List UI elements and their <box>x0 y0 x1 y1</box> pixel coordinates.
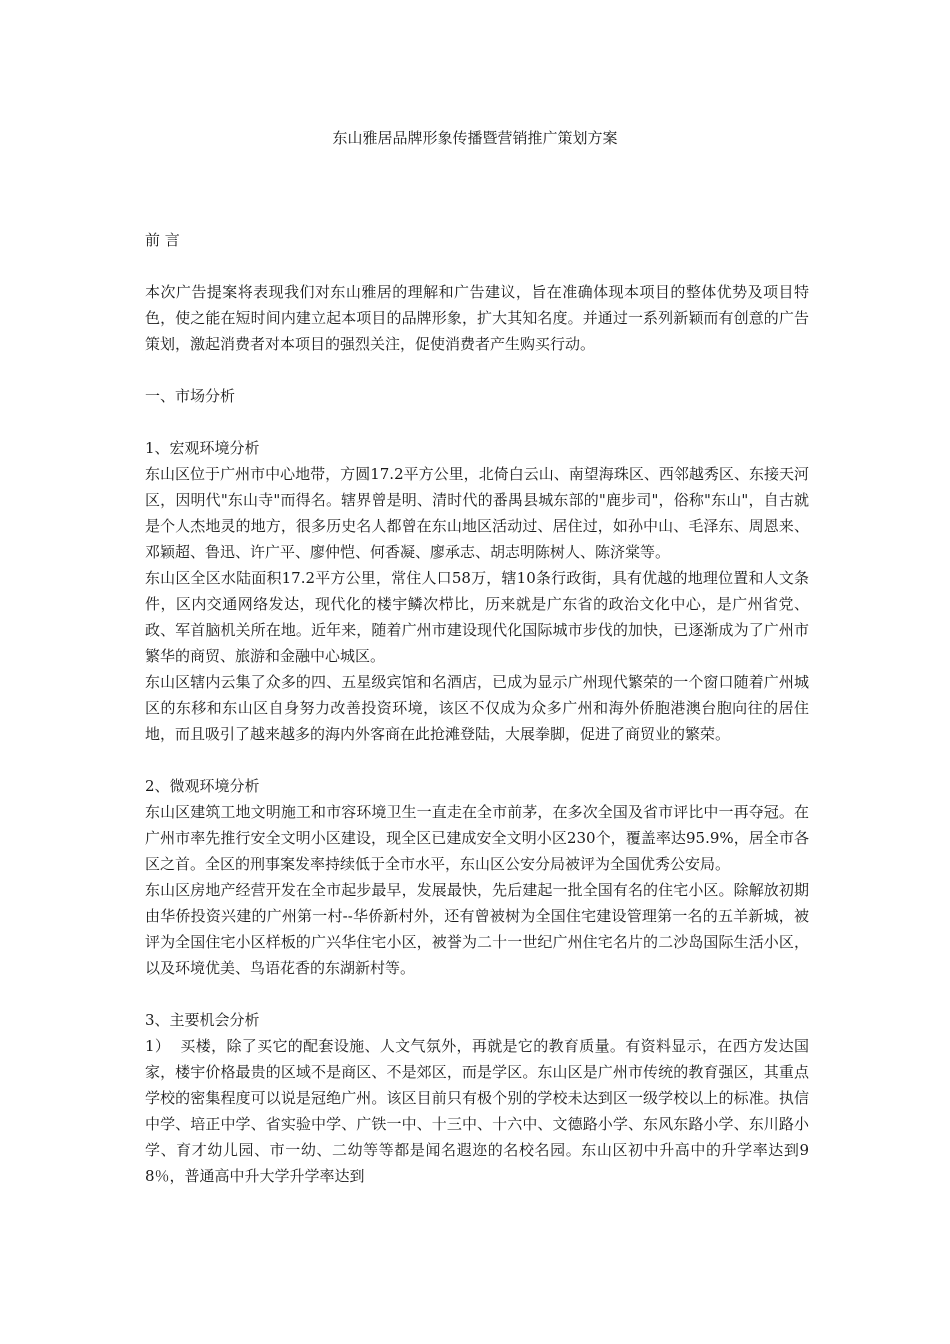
document-title: 东山雅居品牌形象传播暨营销推广策划方案 <box>332 129 618 147</box>
paragraph: 东山区位于广州市中心地带，方圆17.2平方公里，北倚白云山、南望海珠区、西邻越秀区、东接天河区，因明代"东山寺"而得名。辖界曾是明、清时代的番禺县城东部的"鹿步司"，俗称"东山"，自古就是个人杰地灵的地方，很多历史名人都曾在东山地区活动过、居住过，如孙中山、毛泽东、周恩来、邓颖超、鲁迅、许广平、廖仲恺、何香凝、廖承志、胡志明陈树人、陈济棠等。 <box>145 465 809 561</box>
spacer <box>145 747 809 773</box>
spacer <box>145 409 809 435</box>
section-heading-market-analysis: 一、市场分析 <box>145 387 236 405</box>
document-body <box>145 227 809 1189</box>
paragraph: 东山区建筑工地文明施工和市容环境卫生一直走在全市前茅，在多次全国及省市评比中一再夺冠。在广州市率先推行安全文明小区建设，现全区已建成安全文明小区230个，覆盖率达95.9%，居全市各区之首。全区的刑事案发率持续低于全市水平，东山区公安分局被评为全国优秀公安局。 <box>145 803 809 873</box>
paragraph: 1） 买楼，除了买它的配套设施、人文气氛外，再就是它的教育质量。有资料显示，在西方发达国家，楼宇价格最贵的区域不是商区、不是郊区，而是学区。东山区是广州市传统的教育强区，其重点学校的密集程度可以说是冠绝广州。该区目前只有极个别的学校未达到区一级学校以上的标准。执信中学、培正中学、省实验中学、广铁一中、十三中、十六中、文德路小学、东风东路小学、东川路小学、育才幼儿园、市一幼、二幼等等都是闻名遐迩的名校名园。东山区初中升高中的升学率达到98％，普通高中升大学升学率达到 <box>145 1037 809 1185</box>
spacer <box>145 981 809 1007</box>
preface-heading: 前 言 <box>145 231 180 249</box>
paragraph: 东山区房地产经营开发在全市起步最早，发展最快，先后建起一批全国有名的住宅小区。除解放初期由华侨投资兴建的广州第一村--华侨新村外，还有曾被树为全国住宅建设管理第一名的五羊新城，被评为全国住宅小区样板的广兴华住宅小区，被誉为二十一世纪广州住宅名片的二沙岛国际生活小区，以及环境优美、鸟语花香的东湖新村等。 <box>145 881 809 977</box>
spacer <box>145 253 809 279</box>
spacer <box>145 357 809 383</box>
paragraph: 东山区全区水陆面积17.2平方公里，常住人口58万，辖10条行政街，具有优越的地理位置和人文条件，区内交通网络发达，现代化的楼宇鳞次栉比，历来就是广东省的政治文化中心，是广州省党、政、军首脑机关所在地。近年来，随着广州市建设现代化国际城市步伐的加快，已逐渐成为了广州市繁华的商贸、旅游和金融中心城区。 <box>145 569 809 665</box>
subsection-heading-opportunity: 3、主要机会分析 <box>145 1011 260 1029</box>
subsection-heading-micro: 2、微观环境分析 <box>145 777 260 795</box>
subsection-heading-macro: 1、宏观环境分析 <box>145 439 260 457</box>
preface-paragraph: 本次广告提案将表现我们对东山雅居的理解和广告建议，旨在准确体现本项目的整体优势及项目特色，使之能在短时间内建立起本项目的品牌形象，扩大其知名度。并通过一系列新颖而有创意的广告策划，激起消费者对本项目的强烈关注，促使消费者产生购买行动。 <box>145 283 809 353</box>
paragraph: 东山区辖内云集了众多的四、五星级宾馆和名酒店，已成为显示广州现代繁荣的一个窗口随着广州城区的东移和东山区自身努力改善投资环境，该区不仅成为众多广州和海外侨胞港澳台胞向往的居住地，而且吸引了越来越多的海内外客商在此抢滩登陆，大展拳脚，促进了商贸业的繁荣。 <box>145 673 809 743</box>
